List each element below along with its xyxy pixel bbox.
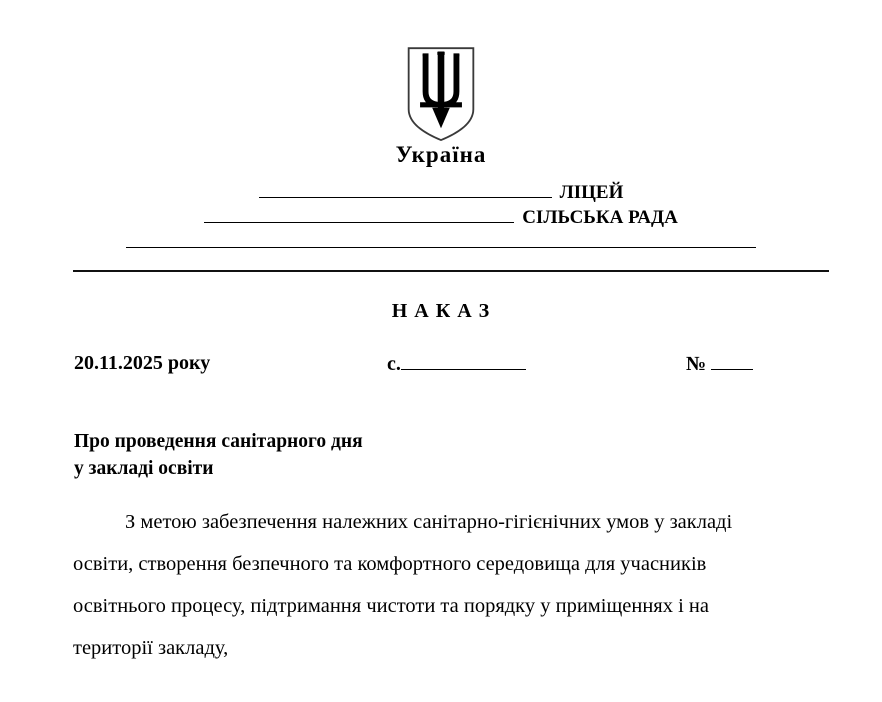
order-title: Н А К А З — [391, 300, 491, 322]
emblem-block — [0, 46, 882, 143]
village-council-label: СІЛЬСЬКА РАДА — [522, 207, 678, 228]
blank-underline-council-name — [204, 205, 514, 223]
lyceum-label: ЛІЦЕЙ — [559, 182, 624, 203]
institution-header — [0, 180, 882, 255]
blank-underline-number — [711, 352, 753, 370]
body-line-2: освіти, створення безпечного та комфортного середовища для учасників — [73, 553, 707, 575]
village-council-line — [0, 205, 882, 230]
body-line-1: З метою забезпечення належних санітарно-гігієнічних умов у закладі — [125, 511, 733, 533]
lyceum-line — [0, 180, 882, 205]
order-body-paragraph — [73, 501, 843, 669]
subject-line-2: у закладі освіти — [74, 458, 214, 479]
settlement-field — [387, 352, 526, 376]
body-line-3: освітнього процесу, підтримання чистоти та порядку у приміщеннях і на — [73, 595, 709, 617]
subject-line-1: Про проведення санітарного дня — [74, 431, 363, 452]
settlement-prefix: с. — [387, 353, 401, 375]
ukraine-trident-icon — [404, 46, 478, 143]
body-line-4: території закладу, — [73, 637, 229, 659]
number-prefix: № — [686, 353, 707, 375]
order-date: 20.11.2025 року — [74, 352, 211, 374]
country-name: Україна — [395, 142, 487, 167]
extra-blank-line — [0, 230, 882, 255]
blank-underline-lyceum-name — [259, 180, 552, 198]
order-number-field — [686, 352, 753, 376]
header-divider-rule — [73, 270, 829, 272]
blank-underline-settlement — [401, 352, 526, 370]
blank-underline-extra — [126, 230, 756, 248]
order-subject — [74, 428, 363, 482]
